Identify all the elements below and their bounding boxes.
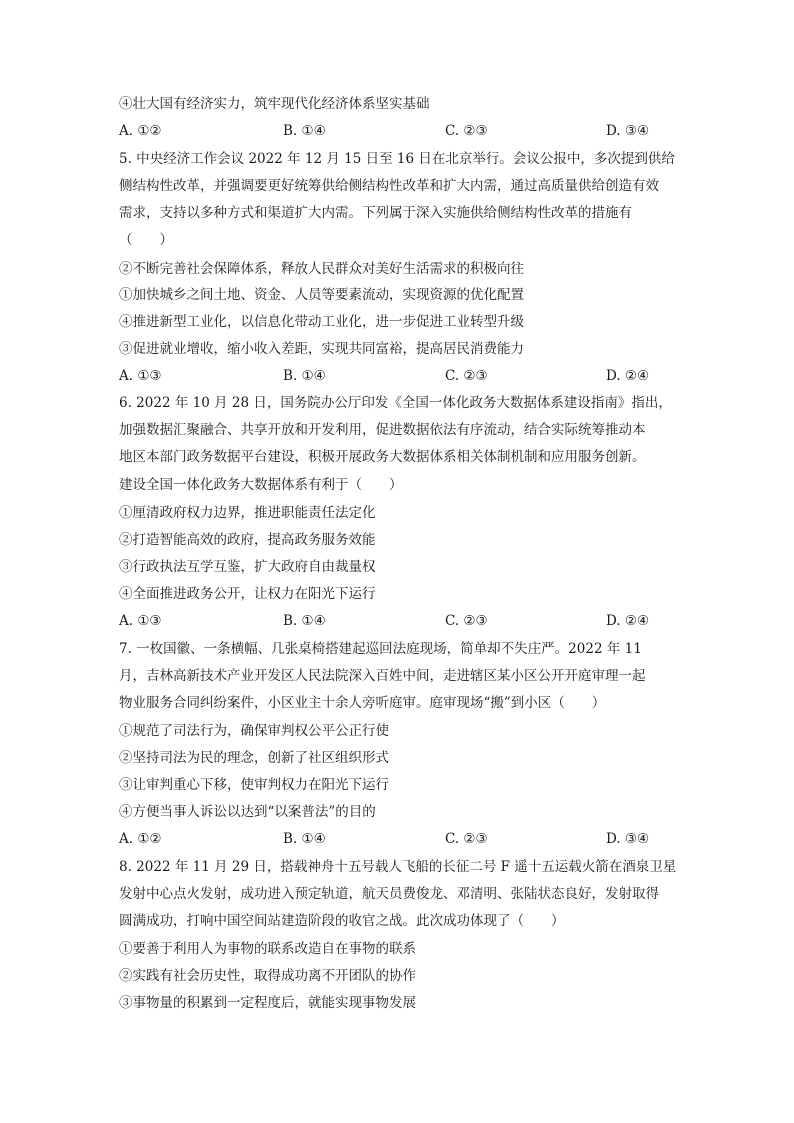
option-b: B. ①④	[283, 123, 326, 139]
answer-options	[119, 826, 679, 853]
option-d: D. ③④	[606, 123, 650, 139]
option-c: C. ②③	[445, 123, 488, 139]
question-7-stem: 7. 一枚国徽、一条横幅、几张桌椅搭建起巡回法庭现场，简单却不失庄严。2022 年 11	[119, 641, 642, 657]
choice-statement: ④全面推进政务公开，让权力在阳光下运行	[119, 586, 376, 602]
choice-statement: ②坚持司法为民的理念，创新了社区组织形式	[119, 750, 389, 766]
choice-statement: ②打造智能高效的政府，提高政务服务效能	[119, 532, 376, 548]
option-a: A. ①③	[119, 613, 162, 629]
option-c: C. ②③	[445, 368, 488, 384]
question-8-stem: 8. 2022 年 11 月 29 日，搭载神舟十五号载人飞船的长征二号 F 遥十五运载火箭在酒泉卫星	[119, 859, 677, 875]
answer-options	[119, 118, 679, 145]
option-c: C. ②③	[445, 613, 488, 629]
choice-statement: ①加快城乡之间土地、资金、人员等要素流动，实现资源的优化配置	[119, 287, 524, 303]
text-line: 侧结构性改革，并强调要更好统筹供给侧结构性改革和扩大内需，通过高质量供给创造有效	[119, 178, 659, 194]
text-line: ④壮大国有经济实力，筑牢现代化经济体系坚实基础	[119, 96, 430, 112]
choice-statement: ③促进就业增收，缩小收入差距，实现共同富裕，提高居民消费能力	[119, 341, 524, 357]
text-line: 物业服务合同纠纷案件，小区业主十余人旁听庭审。庭审现场“搬”到小区（ ）	[119, 695, 606, 711]
option-c: C. ②③	[445, 831, 488, 847]
choice-statement: ①厘清政府权力边界，推进职能责任法定化	[119, 505, 376, 521]
option-b: B. ①④	[283, 368, 326, 384]
option-d: D. ②④	[606, 613, 650, 629]
answer-options	[119, 363, 679, 390]
text-line: 建设全国一体化政务大数据体系有利于（ ）	[119, 477, 403, 493]
choice-statement: ④推进新型工业化，以信息化带动工业化，进一步促进工业转型升级	[119, 314, 524, 330]
option-a: A. ①②	[119, 831, 162, 847]
text-line: 加强数据汇聚融合、共享开放和开发利用，促进数据依法有序流动，结合实际统筹推动本	[119, 422, 646, 438]
choice-statement: ③行政执法互学互鉴，扩大政府自由裁量权	[119, 559, 376, 575]
question-5-stem: 5. 中央经济工作会议 2022 年 12 月 15 日至 16 日在北京举行。会议公报中，多次提到供给	[119, 151, 675, 167]
choice-statement: ③让审判重心下移，使审判权力在阳光下运行	[119, 777, 389, 793]
text-line: 月，吉林高新技术产业开发区人民法院深入百姓中间，走进辖区某小区公开开庭审理一起	[119, 668, 646, 684]
option-b: B. ①④	[283, 613, 326, 629]
choice-statement: ②实践有社会历史性，取得成功离不开团队的协作	[119, 968, 416, 984]
text-line: 需求，支持以多种方式和渠道扩大内需。下列属于深入实施供给侧结构性改革的措施有	[119, 205, 632, 221]
option-b: B. ①④	[283, 831, 326, 847]
question-6-stem: 6. 2022 年 10 月 28 日，国务院办公厅印发《全国一体化政务大数据体系建设指南》指出，	[119, 395, 672, 411]
text-line: 地区本部门政务数据平台建设，积极开展政务大数据体系相关体制机制和应用服务创新。	[119, 449, 646, 465]
choice-statement: ②不断完善社会保障体系，释放人民群众对美好生活需求的积极向往	[119, 261, 524, 277]
choice-statement: ①要善于利用人为事物的联系改造自在事物的联系	[119, 941, 416, 957]
choice-statement: ①规范了司法行为，确保审判权公平公正行使	[119, 723, 389, 739]
option-d: D. ③④	[606, 831, 650, 847]
text-line: 圆满成功，打响中国空间站建造阶段的收官之战。此次成功体现了（ ）	[119, 913, 565, 929]
text-line: 发射中心点火发射，成功进入预定轨道，航天员费俊龙、邓清明、张陆状态良好，发射取得	[119, 886, 659, 902]
option-a: A. ①③	[119, 368, 162, 384]
option-d: D. ②④	[606, 368, 650, 384]
choice-statement: ④方便当事人诉讼以达到“以案普法”的目的	[119, 804, 376, 820]
choice-statement: ③事物量的积累到一定程度后，就能实现事物发展	[119, 995, 416, 1011]
answer-options	[119, 608, 679, 635]
text-line: （ ）	[119, 232, 173, 248]
option-a: A. ①②	[119, 123, 162, 139]
